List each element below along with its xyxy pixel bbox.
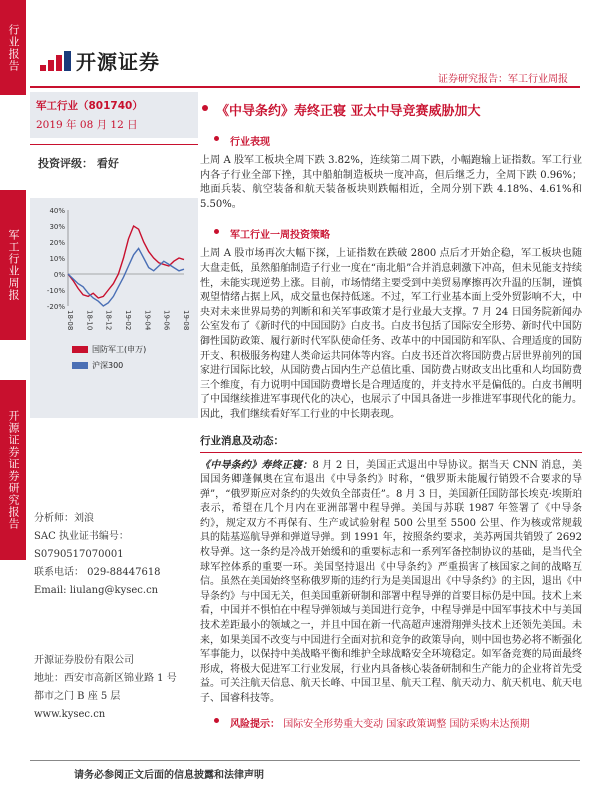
- rating-value: 看好: [96, 157, 119, 170]
- y-tick-label: -20%: [46, 303, 65, 311]
- company-address-2: 都市之门 B 座 5 层: [34, 691, 121, 702]
- news-paragraph: [200, 459, 582, 707]
- report-date: 2019 年 08 月 12 日: [36, 119, 138, 131]
- y-tick-label: 30%: [49, 223, 65, 231]
- x-tick-label: 19-06: [162, 310, 171, 331]
- y-tick-label: 40%: [49, 207, 65, 215]
- news-body: 8 月 2 日，美国正式退出中导协议。据当天 CNN 消息，美国国务卿蓬佩奥在宣布退出《中导条约》时称，“俄罗斯未能履行销毁不合要求的导弹”，“俄罗斯应对条约的失效负全部责任”。8 月 3 日，美国新任国防部长埃克·埃斯珀表示，希望在几个月内在亚洲部署中程导弹。美国与苏联 1987 年签署了《中导条约》，规定双方不再保有、生产或试验射程 500 公里至 5500 公里、作为核或常规载具的陆基巡航导弹和弹道导弹。到 1991 年，按照条约要求，美苏两国共销毁了 2692 枚导弹。这一条约是冷战开始缓和的重要标志和一系列军备控制协议的基础，是当代全球军控体系的重要一环。美国坚持退出《中导条约》严重损害了核国家之间的战略互信。虽然在美国始终坚称俄罗斯的违约行为是美国退出《中导条约》的主因，退出《中导条约》与中国无关，但美国重新研制和部署中程导弹的首要目标仍是中国。技术上来看，中国并不惧怕在中程导弹领域与美国进行竞争，中程导弹是中国军事技术中与美国技术差距最小的领域之一，并且中国在新一代高超声速滑翔弹头技术上还领先美国。未来，如果美国不改变与中国进行全面对抗和竞争的政策导向，则中国也势必将不断强化军事能力，以保持中美战略平衡和维护全球战略安全环境稳定。如军备竞赛的局面最终形成，将极大促进军工行业发展，行业内具备核心装备研制和生产能力的企业将首先受益。可关注航天信息、航天长峰、中国卫星、航天工程、航天动力、航天机电、航天电子、国睿科技等。: [200, 459, 582, 704]
- analyst-name: 分析师：刘浪: [34, 513, 94, 524]
- x-tick-label: 18-08: [66, 310, 74, 331]
- side-label-report: 行业报告: [0, 0, 26, 95]
- sector-label: 军工行业（801740）: [36, 100, 143, 112]
- company-logo: [38, 46, 160, 75]
- headline-bullet-icon: [202, 105, 208, 111]
- bullet-icon: [214, 229, 219, 234]
- strategy-paragraph: 上周 A 股市场再次大幅下探，上证指数在跌破 2800 点后才开始企稳，军工板块也随大盘走低，虽然船舶制造子行业一度在“南北船”合并消息刺激下冲高，但未见能支持续性，未能实现逆势上涨。目前，市场情绪主要受到中美贸易摩擦再次升温的压制，谨慎观望情绪占据上风，成交量也保持低迷。不过，军工行业基本面上受外贸影响不大，中央对未来世界局势的判断和和关军事政策才是行业最大支撑。7 月 24 日国务院新闻办公室发布了《新时代的中国国防》白皮书。白皮书包括了国际安全形势、新时代中国防御性国防政策、履行新时代军队使命任务、改革中的中国国防和军队、合理适度的国防开支、积极服务构建人类命运共同体等内容。白皮书还首次将国防费占居世界前列的国家进行国际比较，从国防费占国内生产总值比重、国防费占财政支出比重和人均国防费三个维度，有力说明中国国防费增长是合理适度的，并支持水平是偏低的。白皮书阐明了中国继续推进军事现代化的决心，也展示了中国具备进一步推进军事现代化的能力。因此，我们继续看好军工行业的中长期表现。: [200, 248, 582, 420]
- headline: [216, 100, 582, 119]
- y-tick-label: 10%: [49, 255, 65, 263]
- footer-rule: [30, 760, 580, 761]
- company-site[interactable]: www.kysec.cn: [34, 709, 106, 720]
- bullet-icon: [214, 136, 219, 141]
- rating-label: 投资评级：: [38, 157, 93, 170]
- header-rule: [30, 86, 580, 88]
- performance-chart: [30, 198, 198, 418]
- headline-text: 《中导条约》寿终正寝 亚太中导竞赛威胁加大: [216, 104, 481, 119]
- risk-label: 风险提示：: [230, 718, 280, 730]
- x-tick-label: 19-02: [124, 310, 132, 331]
- x-tick-label: 18-12: [104, 310, 113, 331]
- logo-text: 开源证券: [76, 50, 160, 74]
- risk-text: 国际安全形势重大变动 国家政策调整 国防采购未达预期: [283, 718, 530, 730]
- analyst-info: [30, 510, 198, 600]
- legend-swatch: [72, 362, 88, 369]
- series-line: [68, 226, 184, 298]
- x-tick-label: 18-10: [85, 310, 94, 331]
- section-title: 军工行业一周投资策略: [230, 230, 330, 242]
- analyst-email[interactable]: Email: liulang@kysec.cn: [34, 585, 159, 596]
- side-banner: [0, 0, 26, 800]
- footer-disclaimer: 请务必参阅正文后面的信息披露和法律声明: [74, 770, 264, 781]
- news-lead: 《中导条约》寿终正寝：: [200, 459, 313, 471]
- main-content: [200, 92, 582, 762]
- analyst-phone: 联系电话： 029-88447618: [34, 567, 161, 578]
- news-heading: 行业消息及动态：: [200, 433, 582, 453]
- side-label-research: 开源证券证券研究报告: [0, 380, 26, 560]
- performance-paragraph: 上周 A 股军工板块全周下跌 3.82%，连续第二周下跌，小幅跑输上证指数。军工行业内各子行业全部下挫，其中船舶制造板块一度冲高，但后继乏力，全周下跌 0.96%；地面兵装、航空装备和航天装备板块则跌幅相近，全周分别下跌 4.18%、4.61%和 5.50%。: [200, 155, 582, 210]
- company-name: 开源证券股份有限公司: [34, 655, 134, 666]
- y-tick-label: 20%: [49, 239, 65, 247]
- sector-panel: [30, 92, 198, 138]
- section-strategy: [200, 226, 582, 241]
- legend-swatch: [72, 346, 88, 353]
- y-tick-label: -10%: [46, 287, 65, 295]
- risk-warning: [200, 715, 582, 730]
- sac-number: S0790517070001: [34, 549, 124, 560]
- x-tick-label: 19-04: [143, 310, 152, 331]
- legend-label: 沪深300: [92, 361, 124, 370]
- bullet-icon: [214, 718, 219, 723]
- left-panel: [30, 92, 198, 782]
- section-industry-performance: [200, 133, 582, 148]
- company-address-1: 地址：西安市高新区锦业路 1 号: [34, 673, 177, 684]
- section-title: 行业表现: [230, 137, 270, 148]
- sac-label: SAC 执业证书编号：: [34, 531, 129, 542]
- legend-label: 国防军工(申万): [92, 345, 147, 354]
- side-label-weekly: 军工行业周报: [0, 190, 26, 340]
- report-type: 证券研究报告：军工行业周报: [438, 74, 568, 85]
- series-line: [68, 248, 184, 306]
- rating: [30, 144, 198, 178]
- x-tick-label: 19-08: [182, 310, 190, 331]
- company-info: [30, 652, 198, 724]
- chart-svg: [38, 204, 190, 412]
- logo-icon: [38, 49, 72, 73]
- y-tick-label: 0%: [53, 271, 65, 279]
